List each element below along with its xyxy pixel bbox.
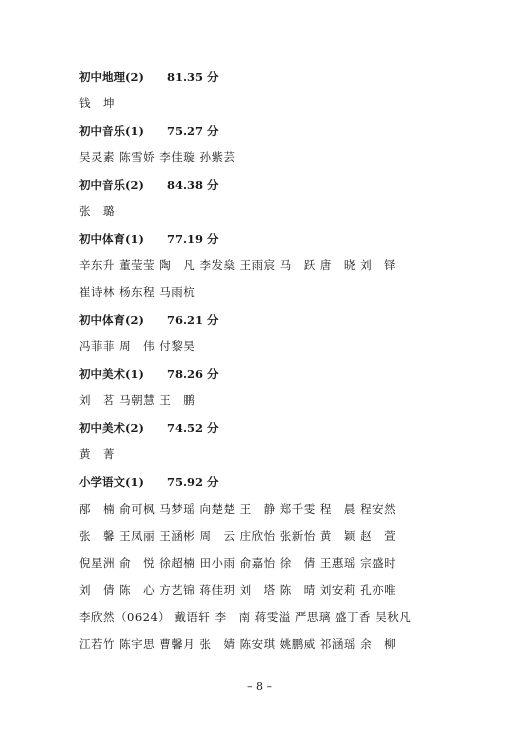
name-list-row: 江若竹 陈宇思 曹馨月 张 婧 陈安琪 姚鹏威 祁涵瑶 余 柳 — [79, 637, 397, 651]
section-heading — [79, 475, 219, 489]
subject-title: 初中音乐(2) — [79, 178, 144, 192]
subject-title: 初中美术(1) — [79, 367, 144, 381]
score: 75.27 分 — [167, 124, 219, 138]
name-list-row: 刘 倩 陈 心 方艺锦 蒋佳玥 刘 塔 陈 晴 刘安莉 孔亦唯 — [79, 583, 397, 597]
score: 78.26 分 — [167, 367, 219, 381]
name-list-row: 倪星洲 俞 悦 徐超楠 田小雨 俞嘉怡 徐 倩 王惠瑶 宗盛时 — [79, 556, 397, 570]
section-heading — [79, 313, 219, 327]
page-number: – 8 – — [247, 680, 272, 693]
subject-title: 初中音乐(1) — [79, 124, 144, 138]
name-list-row: 钱 坤 — [79, 96, 115, 110]
name-list-row: 冯菲菲 周 伟 付黎昊 — [79, 339, 196, 353]
score: 84.38 分 — [167, 178, 219, 192]
name-list-row: 李欣然（0624） 戴语轩 李 南 蒋雯溢 严思璃 盛丁香 吴秋凡 — [79, 610, 412, 624]
name-list-row: 张 馨 王凤丽 王涵彬 周 云 庄欣怡 张新怡 黄 颖 赵 萱 — [79, 529, 397, 543]
section-heading — [79, 232, 219, 246]
score: 81.35 分 — [167, 70, 219, 84]
score: 76.21 分 — [167, 313, 219, 327]
section-heading — [79, 124, 219, 138]
subject-title: 初中美术(2) — [79, 421, 144, 435]
name-list-row: 辛东升 董莹莹 陶 凡 李发燊 王雨宸 马 跃 唐 晓 刘 铎 — [79, 258, 397, 272]
section-heading — [79, 178, 219, 192]
name-list-row: 崔诗林 杨东程 马雨杭 — [79, 285, 196, 299]
name-list-row: 邴 楠 俞可枫 马梦瑶 向楚楚 王 静 郑千雯 程 晨 程安然 — [79, 502, 397, 516]
subject-title: 初中体育(1) — [79, 232, 144, 246]
section-heading — [79, 367, 219, 381]
score: 77.19 分 — [167, 232, 219, 246]
subject-title: 初中体育(2) — [79, 313, 144, 327]
name-list-row: 吴灵素 陈雪娇 李佳璇 孙紫芸 — [79, 150, 236, 164]
name-list-row: 刘 茗 马朝慧 王 鹏 — [79, 393, 196, 407]
name-list-row: 黄 菁 — [79, 447, 115, 461]
score: 74.52 分 — [167, 421, 219, 435]
score: 75.92 分 — [167, 475, 219, 489]
subject-title: 小学语文(1) — [79, 475, 144, 489]
section-heading — [79, 421, 219, 435]
name-list-row: 张 璐 — [79, 204, 115, 218]
subject-title: 初中地理(2) — [79, 70, 144, 84]
section-heading — [79, 70, 219, 84]
